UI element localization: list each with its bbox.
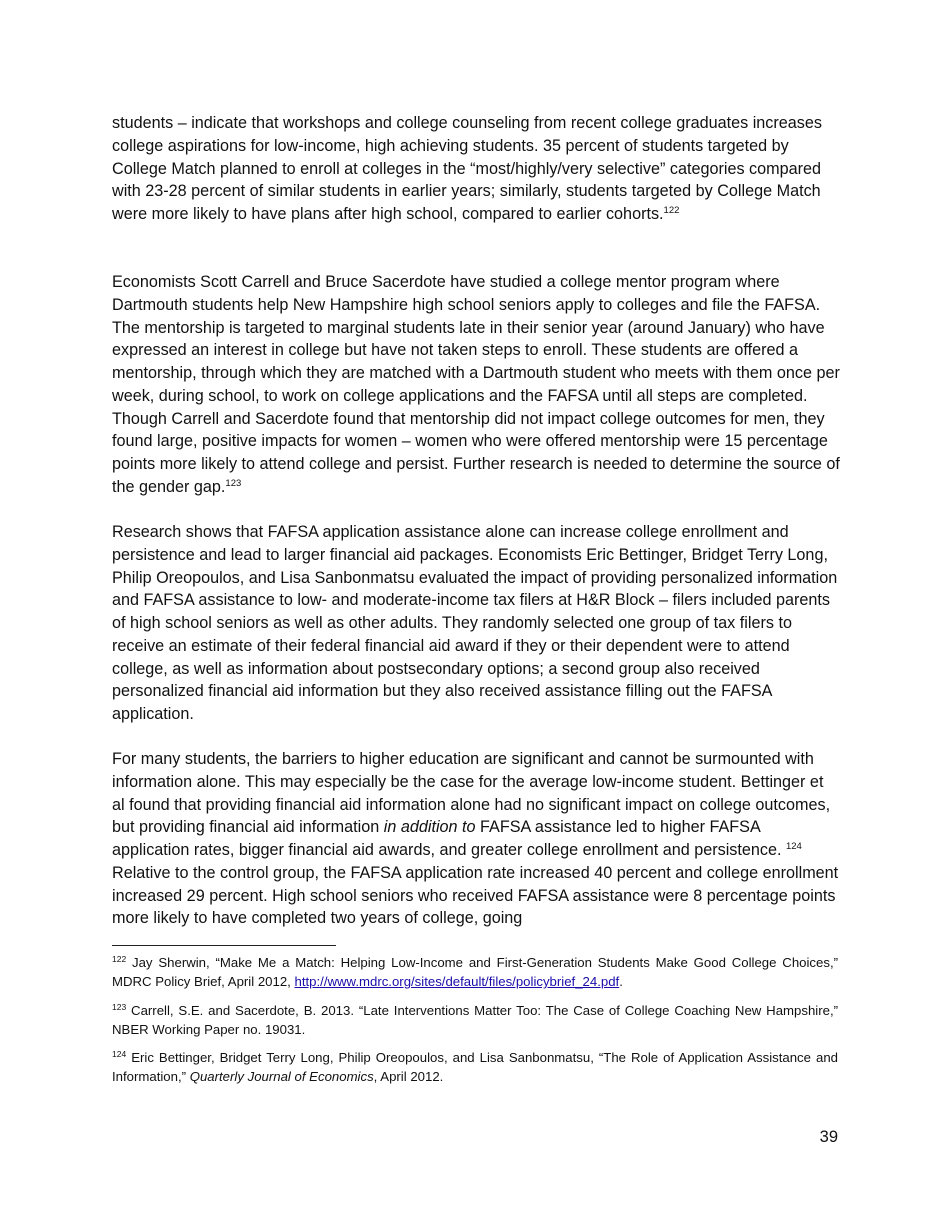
footnote-link[interactable]: http://www.mdrc.org/sites/default/files/policybrief_24.pdf bbox=[294, 974, 620, 989]
paragraph-barriers bbox=[112, 748, 840, 930]
emphasis-text: in addition to bbox=[383, 818, 476, 837]
paragraph-text: For many students, the barriers to higher education are significant and cannot be surmounted with information alone. This may especially be the case for the average low-income student. Bettinger et al found that providing financial aid information alone had no significant impact on college outcomes, but providing financial aid information bbox=[112, 750, 831, 837]
footnote-divider bbox=[112, 945, 336, 946]
footnote-ref-124[interactable]: 124 bbox=[785, 841, 802, 852]
footnote-number: 124 bbox=[112, 1049, 127, 1059]
footnote-text-end: , April 2012. bbox=[373, 1069, 444, 1084]
journal-title: Quarterly Journal of Economics bbox=[189, 1069, 374, 1084]
footnote-text: Carrell, S.E. and Sacerdote, B. 2013. “Late Interventions Matter Too: The Case of College Coaching New Hampshire,” NBER Working Paper no. 19031. bbox=[112, 1003, 838, 1037]
footnote-ref-122[interactable]: 122 bbox=[663, 205, 680, 216]
footnote-text: Eric Bettinger, Bridget Terry Long, Philip Oreopoulos, and Lisa Sanbonmatsu, “The Role of Application Assistance and Information,” bbox=[112, 1050, 838, 1084]
paragraph-text: Relative to the control group, the FAFSA application rate increased 40 percent and college enrollment increased 29 percent. High school seniors who received FAFSA assistance were 8 percentage points more likely to have completed two years of college, going bbox=[112, 863, 839, 928]
paragraph-text: Economists Scott Carrell and Bruce Sacerdote have studied a college mentor program where Dartmouth students help New Hampshire high school seniors apply to colleges and file the FAFSA. The mentorship is targeted to marginal students late in their senior year (around January) who have expressed an interest in college but have not taken steps to enroll. These students are offered a mentorship, through which they are matched with a Dartmouth student who meets with them once per week, during school, to work on college applications and the FAFSA until all steps are completed. Though Carrell and Sacerdote found that mentorship did not impact college outcomes for men, they found large, positive impacts for women – women who were offered mentorship were 15 percentage points more likely to attend college and persist. Further research is needed to determine the source of the gender gap. bbox=[112, 273, 840, 496]
footnote-text: Jay Sherwin, “Make Me a Match: Helping Low-Income and First-Generation Students Make Good College Choices,” MDRC Policy Brief, April 2012, bbox=[112, 955, 838, 989]
footnote-ref-123[interactable]: 123 bbox=[225, 477, 242, 489]
paragraph-text: students – indicate that workshops and college counseling from recent college graduates increases college aspirations for low-income, high achieving students. 35 percent of students targeted by College Match planned to enroll at colleges in the “most/highly/very selective” categories compared with 23-28 percent of similar students in earlier years; similarly, students targeted by College Match were more likely to have plans after high school, compared to earlier cohorts. bbox=[112, 114, 822, 223]
paragraph-fafsa-research bbox=[112, 521, 840, 726]
paragraph-text: Research shows that FAFSA application assistance alone can increase college enrollment and persistence and lead to larger financial aid packages. Economists Eric Bettinger, Bridget Terry Long, Philip Oreopoulos, and Lisa Sanbonmatsu evaluated the impact of providing personalized information and FAFSA assistance to low- and moderate-income tax filers at H&R Block – filers included parents of high school seniors as well as other adults. They randomly selected one group of tax filers to receive an estimate of their federal financial aid award if they or their dependent were to attend college, as well as information about postsecondary options; a second group also received personalized financial aid information but they also received assistance filling out the FAFSA application. bbox=[112, 523, 838, 723]
footnote-123 bbox=[112, 1001, 838, 1039]
paragraph-carrell-sacerdote bbox=[112, 271, 840, 499]
footnote-122 bbox=[112, 953, 838, 991]
footnote-number: 122 bbox=[112, 954, 127, 964]
footnote-124 bbox=[112, 1048, 838, 1086]
footnote-number: 123 bbox=[112, 1002, 127, 1012]
footnote-text-end: . bbox=[619, 974, 623, 989]
paragraph-text: FAFSA assistance led to higher FAFSA application rates, bigger financial aid awards, and greater college enrollment and persistence. bbox=[112, 818, 786, 859]
page-number: 39 bbox=[819, 1128, 838, 1146]
paragraph-college-match bbox=[112, 112, 840, 226]
